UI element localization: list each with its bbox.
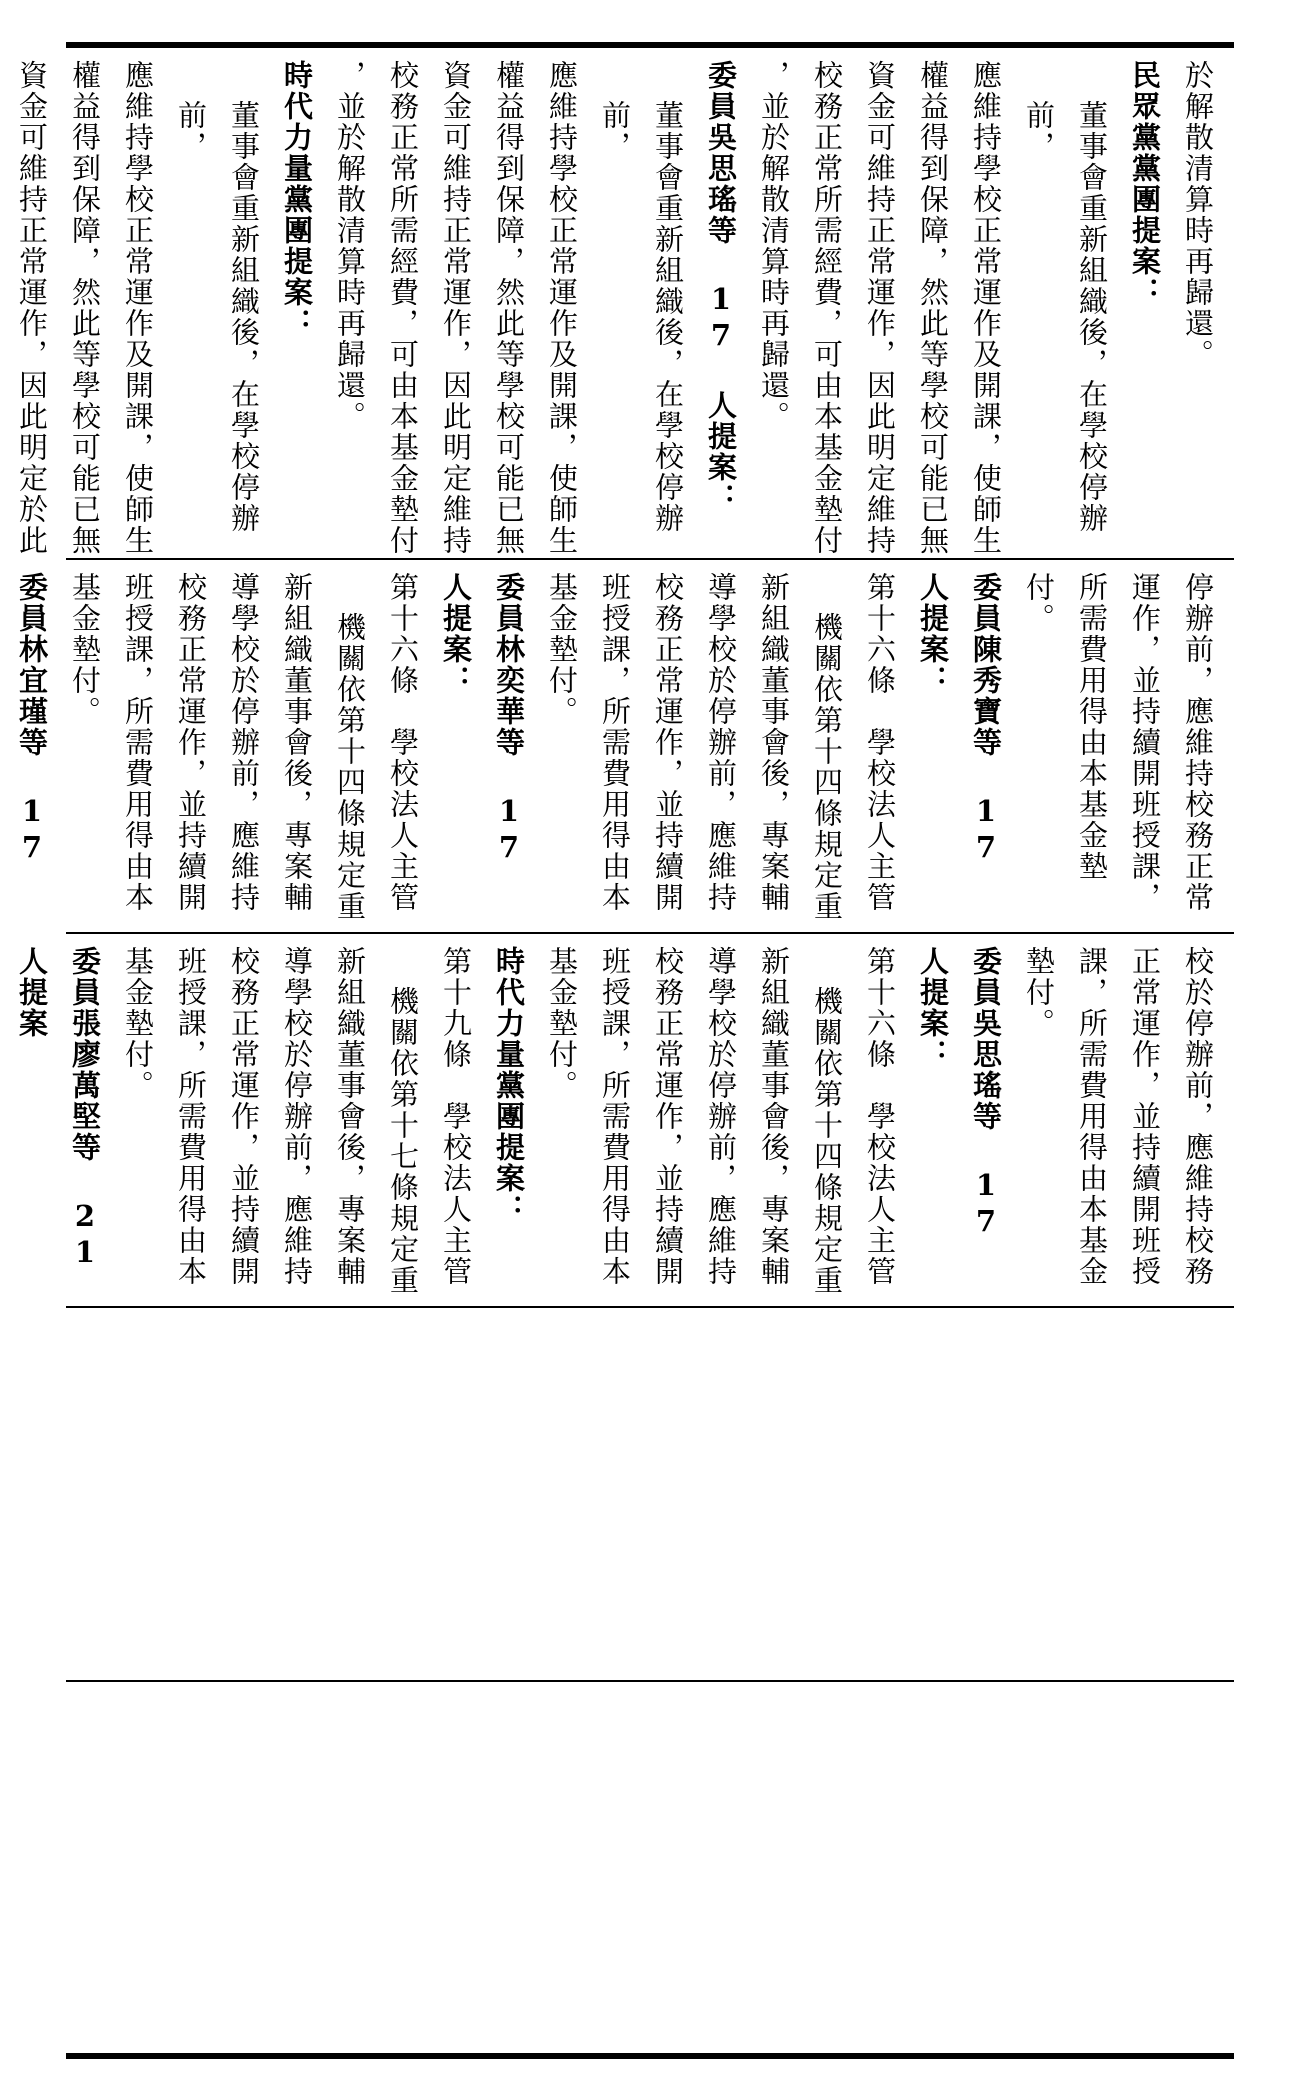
text-line: 資金可維持正常運作，因此明定維持: [439, 60, 473, 556]
text-line: 機關依第十四條規定重: [810, 612, 844, 922]
column-proposals-middle: [15, 560, 1234, 932]
proposal-heading: 委員吳思瑤等 17 人提案：: [916, 946, 1003, 1240]
text-line: 校於停辦前，應維持校務: [1181, 946, 1215, 1287]
text-line: 正常運作，並持續開班授: [1128, 946, 1162, 1287]
text-line: 班授課，所需費用得由本: [174, 946, 208, 1287]
text-line: 校務正常所需經費，可由本基金墊付: [810, 60, 844, 556]
text-line: 校務正常運作，並持續開: [174, 572, 208, 913]
text-line: 新組織董事會後，專案輔: [757, 946, 791, 1287]
text-line: 資金可維持正常運作，因此明定於此: [15, 60, 49, 556]
text-line: 新組織董事會後，專案輔: [280, 572, 314, 913]
text-line: 校務正常所需經費，可由本基金墊付: [386, 60, 420, 556]
text-line: 所需費用得由本基金墊: [1075, 572, 1109, 882]
text-line: 班授課，所需費用得由本: [121, 572, 155, 913]
text-line: 機關依第十四條規定重: [810, 986, 844, 1296]
text-line: 校務正常運作，並持續開: [651, 946, 685, 1287]
text-line: 第十六條 學校法人主管: [386, 572, 420, 913]
text-line: 新組織董事會後，專案輔: [757, 572, 791, 913]
text-line: 董事會重新組織後，在學校停辦前，: [1022, 100, 1109, 534]
proposal-heading: 委員林宜瑾等 17: [15, 572, 49, 866]
text-line: 課，所需費用得由本基金: [1075, 946, 1109, 1287]
proposal-heading: 委員吳思瑤等 17 人提案：: [704, 60, 738, 514]
proposal-heading: 時代力量黨團提案：: [280, 60, 314, 339]
text-line: 班授課，所需費用得由本: [598, 946, 632, 1287]
text-line: 董事會重新組織後，在學校停辦前，: [598, 100, 685, 534]
text-line: ，並於解散清算時再歸還。: [333, 60, 367, 432]
text-line: 停辦前，應維持校務正常: [1181, 572, 1215, 913]
text-line: 董事會重新組織後，在學校停辦前，: [174, 100, 261, 534]
text-line: 應維持學校正常運作及開課，使師生: [969, 60, 1003, 556]
column-divider-4: [66, 1680, 1234, 1682]
text-line: 第十九條 學校法人主管: [439, 946, 473, 1287]
text-line: 導學校於停辦前，應維持: [227, 572, 261, 913]
text-line: 權益得到保障，然此等學校可能已無: [916, 60, 950, 556]
text-line: 班授課，所需費用得由本: [598, 572, 632, 913]
text-line: 權益得到保障，然此等學校可能已無: [68, 60, 102, 556]
text-line: 第十六條 學校法人主管: [863, 946, 897, 1287]
column-divider-3: [66, 1306, 1234, 1308]
text-line: 基金墊付。: [121, 946, 155, 1101]
text-line: 於解散清算時再歸還。: [1181, 60, 1215, 370]
text-line: 導學校於停辦前，應維持: [704, 572, 738, 913]
proposal-heading: 委員林奕華等 17 人提案：: [439, 572, 526, 866]
text-line: 應維持學校正常運作及開課，使師生: [121, 60, 155, 556]
proposal-heading: 委員張廖萬堅等 21 人提案: [15, 946, 102, 1271]
proposal-heading: 委員陳秀寶等 17 人提案：: [916, 572, 1003, 866]
text-line: 機關依第十四條規定重: [333, 612, 367, 922]
text-line: [0, 60, 5, 558]
column-proposals-lower: [15, 934, 1234, 1306]
text-line: 導學校於停辦前，應維持: [704, 946, 738, 1287]
text-line: 基金墊付。: [545, 572, 579, 727]
text-line: 權益得到保障，然此等學校可能已無: [492, 60, 526, 556]
text-line: 付。: [1022, 572, 1056, 634]
text-line: 校務正常運作，並持續開: [227, 946, 261, 1287]
text-line: 資金可維持正常運作，因此明定維持: [863, 60, 897, 556]
text-line: 基金墊付。: [545, 946, 579, 1101]
proposal-heading: 民眾黨黨團提案：: [1128, 60, 1162, 308]
text-line: 墊付。: [1022, 946, 1056, 1039]
column-explanation: [15, 48, 1234, 558]
text-line: 第十六條 學校法人主管: [863, 572, 897, 913]
bottom-border-rule: [66, 2053, 1234, 2059]
text-line: 機關依第十七條規定重: [386, 986, 420, 1296]
text-line: 應維持學校正常運作及開課，使師生: [545, 60, 579, 556]
text-line: 基金墊付。: [68, 572, 102, 727]
text-line: 新組織董事會後，專案輔: [333, 946, 367, 1287]
text-line: 校務正常運作，並持續開: [651, 572, 685, 913]
proposal-heading: 時代力量黨團提案：: [492, 946, 526, 1225]
text-line: 運作，並持續開班授課，: [1128, 572, 1162, 913]
text-line: 導學校於停辦前，應維持: [280, 946, 314, 1287]
text-line: ，並於解散清算時再歸還。: [757, 60, 791, 432]
